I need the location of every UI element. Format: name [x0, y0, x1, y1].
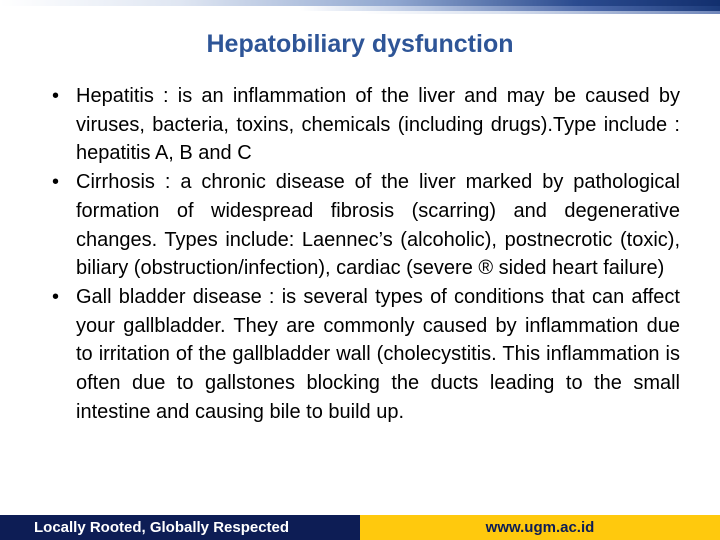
- bullet-text: Cirrhosis : a chronic disease of the liver marked by pathological formation of widespread fibrosis (scarring) and degenerative changes. Types include: Laennec’s (alcoholic), postnecrotic (toxic), biliary (obstruction/infection), cardiac (severe ® sided heart failure): [76, 171, 680, 280]
- bullet-text: Hepatitis : is an inflammation of the liver and may be caused by viruses, bacteria, toxins, chemicals (including drugs).Type include : hepatitis A, B and C: [76, 85, 680, 165]
- bullet-list: [52, 82, 680, 426]
- footer-tagline: Locally Rooted, Globally Respected: [0, 515, 360, 540]
- footer-website-link[interactable]: www.ugm.ac.id: [360, 515, 720, 540]
- slide-title: Hepatobiliary dysfunction: [206, 30, 514, 58]
- bullet-text: Gall bladder disease : is several types of conditions that can affect your gallbladder. They are commonly caused by inflammation due to irritation of the gallbladder wall (cholecystitis. This inflammation is often due to gallstones blocking the ducts leading to the small intestine and causing bile to build up.: [76, 285, 680, 423]
- bullet-icon: •: [52, 85, 60, 107]
- bullet-icon: •: [52, 285, 60, 308]
- header-stripe: [360, 11, 720, 14]
- bullet-item: [52, 82, 680, 168]
- bullet-icon: •: [52, 171, 60, 194]
- bullet-item: [52, 168, 680, 283]
- footer-bar: [0, 515, 720, 540]
- bullet-item: [52, 283, 680, 427]
- header-decoration: [0, 0, 720, 16]
